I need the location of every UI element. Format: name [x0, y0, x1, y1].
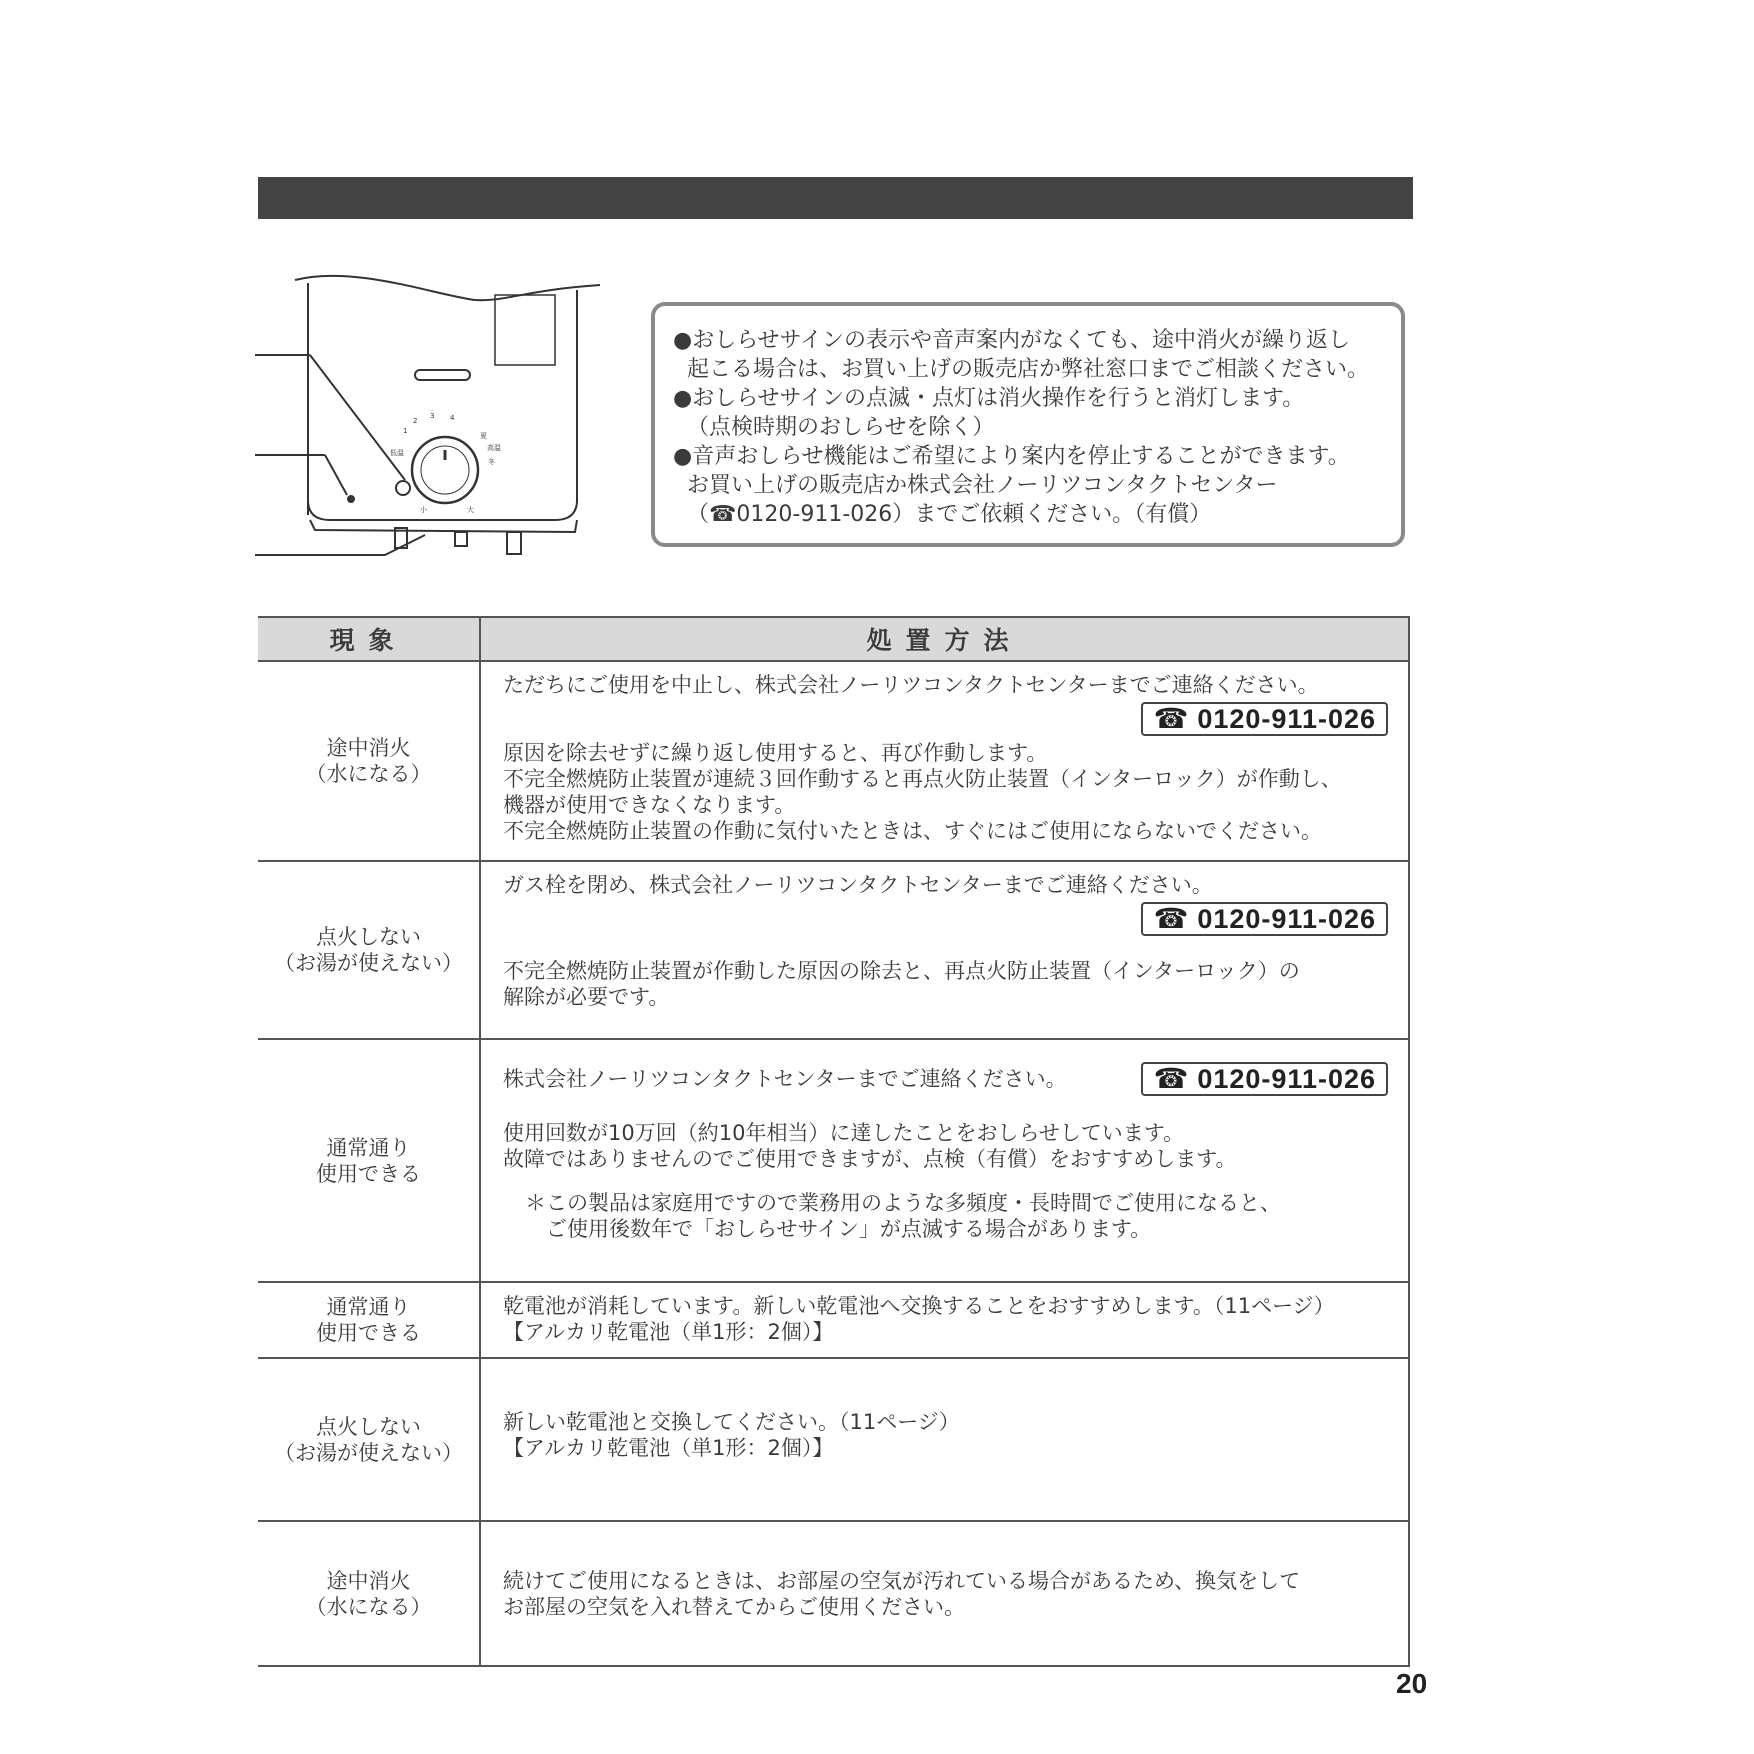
page-number: 20 — [1396, 1668, 1428, 1699]
header-remedy: 処置方法 — [480, 617, 1409, 661]
symptom-cell — [258, 1039, 480, 1282]
remedy-line: 不完全燃焼防止装置が連続３回作動すると再点火防止装置（インターロック）が作動し、 — [503, 767, 1342, 791]
symptom-line-1: 通常通り — [326, 1295, 411, 1319]
notice-item-3 — [673, 442, 1401, 529]
remedy-line: 【アルカリ乾電池（単1形：2個）】 — [503, 1320, 834, 1344]
notice-item-2: ●おしらせサインの点滅・点灯は消火操作を行うと消灯します。 （点検時期のおしらせを除く） — [673, 386, 1305, 440]
phone-icon: ☎ — [1153, 903, 1190, 934]
remedy-note: ＊この製品は家庭用ですので業務用のような多頻度・長時間でご使用になると、 — [525, 1191, 1281, 1215]
table-row — [258, 1358, 1409, 1521]
phone-number: 0120-911-026 — [1197, 704, 1376, 734]
remedy-line: 原因を除去せずに繰り返し使用すると、再び作動します。 — [503, 741, 1048, 765]
remedy-line: 続けてご使用になるときは、お部屋の空気が汚れている場合があるため、換気をして — [503, 1568, 1301, 1593]
remedy-line: お部屋の空気を入れ替えてからご使用ください。 — [503, 1594, 965, 1619]
table-row — [258, 1039, 1409, 1282]
notice-box — [651, 302, 1405, 547]
phone-icon: ☎ — [1153, 703, 1190, 734]
svg-text:小: 小 — [420, 506, 427, 514]
indicator-dot — [347, 495, 355, 503]
table-row — [258, 1282, 1409, 1358]
symptom-line-1: 通常通り — [326, 1135, 411, 1160]
phone-number: 0120-911-026 — [1197, 904, 1376, 934]
remedy-cell — [480, 1521, 1409, 1666]
symptom-line-2: （水になる） — [305, 1594, 432, 1619]
contact-phone-badge — [1141, 902, 1388, 936]
notice-item-1: ●おしらせサインの表示や音声案内がなくても、途中消火が繰り返し 起こる場合は、お買い上げの販売店か弊社窓口までご相談ください。 — [673, 328, 1369, 382]
symptom-line-1: 途中消火 — [326, 736, 411, 760]
svg-text:大: 大 — [467, 506, 474, 514]
symptom-cell — [258, 1282, 480, 1358]
remedy-line: 不完全燃焼防止装置の作動に気付いたときは、すぐにはご使用にならないでください。 — [503, 819, 1322, 843]
contact-phone-badge — [1141, 1062, 1388, 1096]
svg-text:夏: 夏 — [480, 432, 487, 440]
remedy-cell — [480, 1282, 1409, 1358]
remedy-line: 新しい乾電池と交換してください。（11ページ） — [503, 1410, 960, 1434]
remedy-cell — [480, 1039, 1409, 1282]
troubleshooting-table — [258, 616, 1410, 1667]
header-symptom: 現象 — [258, 617, 480, 661]
remedy-line: 【アルカリ乾電池（単1形：2個）】 — [503, 1436, 834, 1460]
table-row — [258, 1521, 1409, 1666]
symptom-line-1: 点火しない — [316, 1414, 421, 1439]
symptom-cell — [258, 1358, 480, 1521]
svg-text:高温: 高温 — [487, 444, 501, 452]
symptom-line-2: 使用できる — [316, 1161, 421, 1186]
notice-item-3-tail: ）までご依頼ください。（有償） — [892, 502, 1212, 527]
symptom-line-2: （お湯が使えない） — [274, 951, 463, 975]
remedy-lead: 株式会社ノーリツコンタクトセンターまでご連絡ください。 — [503, 1067, 1067, 1091]
remedy-line: 機器が使用できなくなります。 — [503, 793, 796, 817]
remedy-lead: ただちにご使用を中止し、株式会社ノーリツコンタクトセンターまでご連絡ください。 — [503, 673, 1319, 697]
phone-number: 0120-911-026 — [1197, 1064, 1376, 1094]
notice-item-3-text: ●音声おしらせ機能はご希望により案内を停止することができます。 お買い上げの販売店か株式会社ノーリツコンタクトセンター （ — [673, 444, 1350, 527]
table-header-row — [258, 617, 1409, 661]
table-row — [258, 861, 1409, 1039]
phone-icon: ☎ — [709, 502, 737, 527]
symptom-line-2: （水になる） — [305, 762, 432, 786]
remedy-line: 不完全燃焼防止装置が作動した原因の除去と、再点火防止装置（インターロック）の — [503, 959, 1300, 983]
symptom-line-2: 使用できる — [316, 1321, 421, 1345]
phone-icon: ☎ — [1153, 1063, 1190, 1094]
remedy-line: 使用回数が10万回（約10年相当）に達したことをおしらせしています。 — [503, 1121, 1185, 1145]
symptom-cell — [258, 1521, 480, 1666]
notice-phone-number: 0120-911-026 — [736, 502, 893, 527]
remedy-cell — [480, 661, 1409, 861]
svg-text:1: 1 — [403, 427, 408, 435]
svg-text:冬: 冬 — [488, 458, 495, 466]
remedy-cell — [480, 861, 1409, 1039]
remedy-note: ご使用後数年で「おしらせサイン」が点滅する場合があります。 — [525, 1217, 1152, 1241]
section-header-bar — [258, 177, 1413, 219]
svg-text:低温: 低温 — [390, 449, 404, 457]
symptom-line-1: 途中消火 — [326, 1568, 411, 1593]
contact-phone-badge — [1141, 702, 1388, 736]
remedy-cell — [480, 1358, 1409, 1521]
remedy-line: 解除が必要です。 — [503, 985, 670, 1009]
svg-text:3: 3 — [430, 412, 435, 420]
svg-text:4: 4 — [450, 414, 455, 422]
symptom-cell — [258, 661, 480, 861]
symptom-line-1: 点火しない — [316, 925, 421, 949]
remedy-lead: ガス栓を閉め、株式会社ノーリツコンタクトセンターまでご連絡ください。 — [503, 873, 1213, 897]
remedy-line: 故障ではありませんのでご使用できますが、点検（有償）をおすすめします。 — [503, 1147, 1237, 1171]
symptom-line-2: （お湯が使えない） — [274, 1440, 463, 1465]
symptom-cell — [258, 861, 480, 1039]
remedy-line: 乾電池が消耗しています。新しい乾電池へ交換することをおすすめします。（11ページ） — [503, 1294, 1335, 1318]
water-heater-illustration — [255, 270, 615, 570]
table-row — [258, 661, 1409, 861]
svg-text:2: 2 — [413, 417, 418, 425]
